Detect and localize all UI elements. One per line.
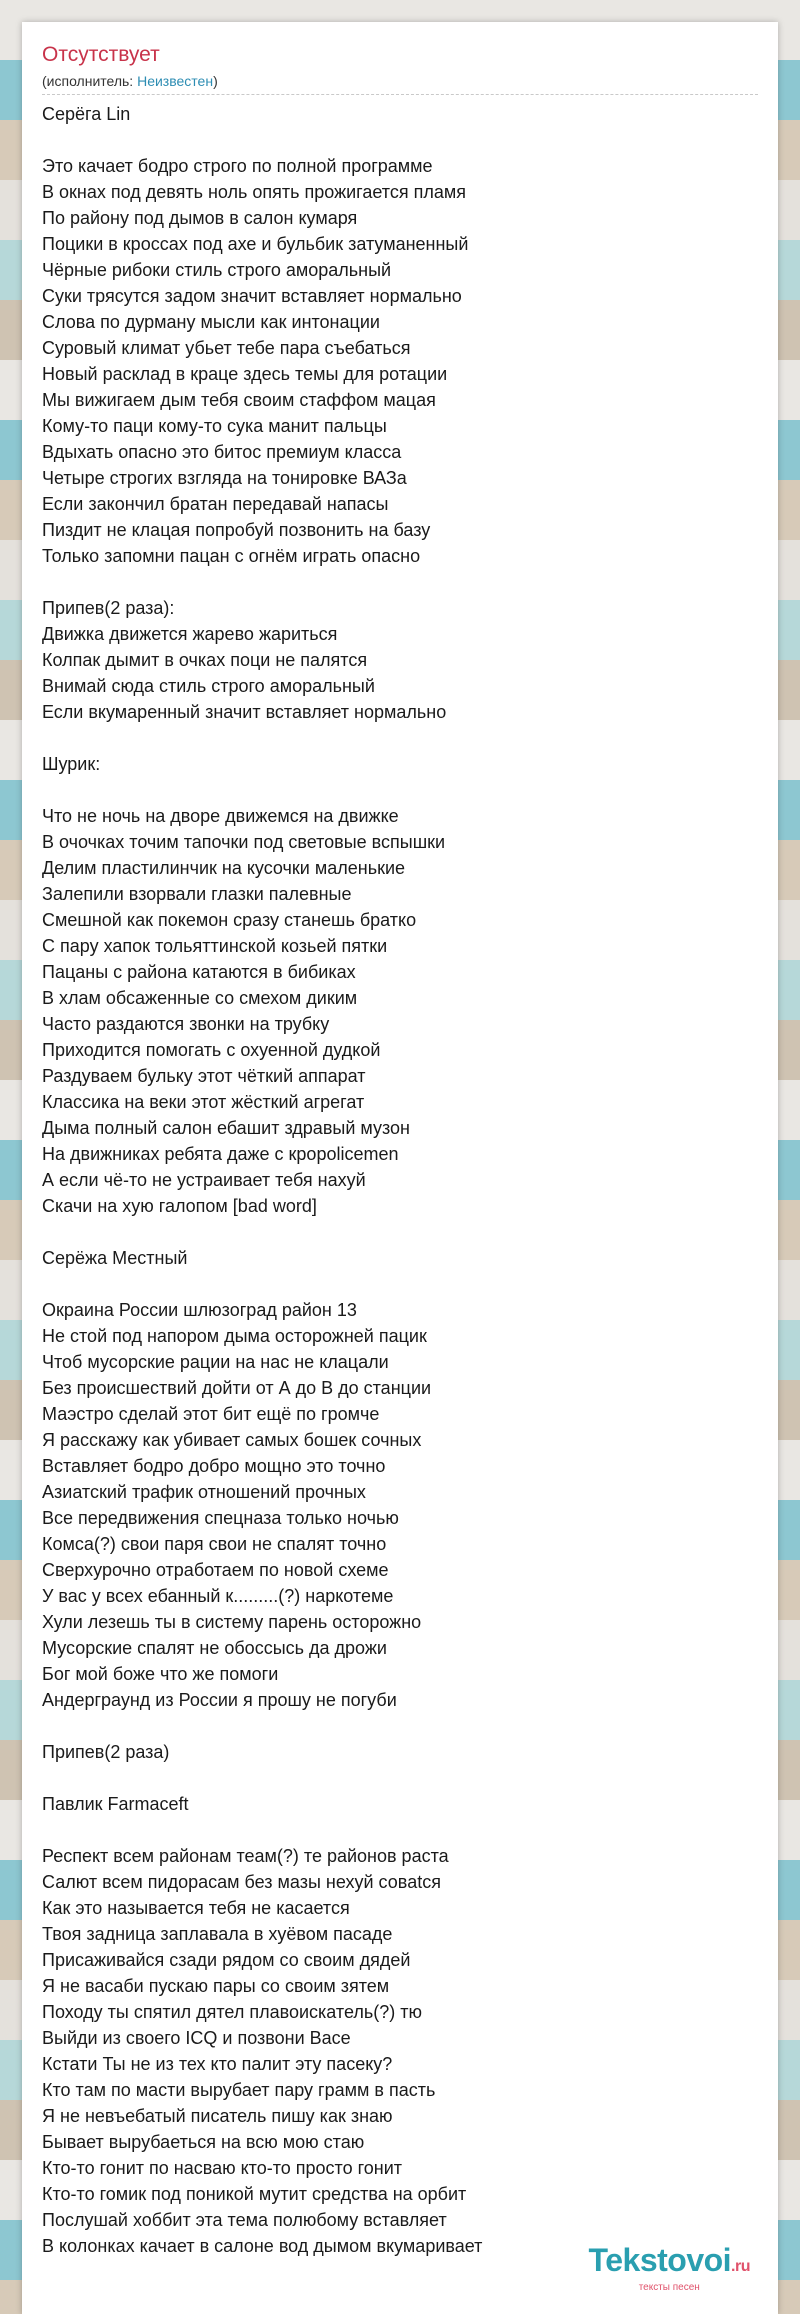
- lyric-line: Выйди из своего ICQ и позвони Васе: [42, 2028, 351, 2048]
- logo-tagline: тексты песен: [638, 2282, 700, 2293]
- lyric-line: Вдыхать опасно это битос премиум класса: [42, 442, 402, 462]
- site-logo[interactable]: [589, 2243, 750, 2294]
- lyric-line: Четыре строгих взгляда на тонировке ВАЗа: [42, 468, 407, 488]
- lyric-line: Я расскажу как убивает самых бошек сочных: [42, 1430, 422, 1450]
- lyric-line: А если чё-то не устраивает тебя нахуй: [42, 1170, 366, 1190]
- lyric-line: В очочках точим тапочки под световые вспышки: [42, 832, 446, 852]
- lyric-line: По району под дымов в салон кумаря: [42, 208, 358, 228]
- lyric-line: Окраина России шлюзоград район 13: [42, 1300, 357, 1320]
- lyric-line: Раздуваем бульку этот чёткий аппарат: [42, 1066, 366, 1086]
- artist-prefix: (исполнитель:: [42, 73, 138, 89]
- lyric-line: Суровый климат убьет тебе пара съебаться: [42, 338, 411, 358]
- logo-wordmark: [589, 2243, 750, 2284]
- lyric-line: Делим пластилинчик на кусочки маленькие: [42, 858, 406, 878]
- lyric-line: Суки трясутся задом значит вставляет нормально: [42, 286, 462, 306]
- lyric-line: Залепили взорвали глазки палевные: [42, 884, 352, 904]
- lyric-line: Походу ты спятил дятел плавоискатель(?) тю: [42, 2002, 423, 2022]
- lyric-line: Комса(?) свои паря свои не спалят точно: [42, 1534, 387, 1554]
- lyric-line: [42, 1713, 758, 1739]
- lyric-line: Кто там по масти вырубает пару грамм в пасть: [42, 2080, 436, 2100]
- lyric-line: Азиатский трафик отношений прочных: [42, 1482, 366, 1502]
- lyric-line: Внимай сюда стиль строго аморальный: [42, 676, 375, 696]
- logo-tld: .ru: [731, 2258, 750, 2275]
- lyric-line: Андерграунд из России я прошу не погуби: [42, 1690, 397, 1710]
- lyric-line: В хлам обсаженные со смехом диким: [42, 988, 358, 1008]
- lyric-line: Новый расклад в краце здесь темы для ротации: [42, 364, 448, 384]
- lyric-line: Кто-то гонит по насваю кто-то просто гонит: [42, 2158, 403, 2178]
- lyric-line: [42, 569, 758, 595]
- lyric-line: Как это называется тебя не касается: [42, 1898, 350, 1918]
- lyric-line: [42, 1765, 758, 1791]
- lyric-line: [42, 127, 758, 153]
- lyric-line: Респект всем районам теам(?) те районов раста: [42, 1846, 449, 1866]
- logo-name: Tekstovoi: [588, 2242, 732, 2278]
- lyric-line: Присаживайся сзади рядом со своим дядей: [42, 1950, 411, 1970]
- lyric-line: Я не васаби пускаю пары со своим зятем: [42, 1976, 390, 1996]
- lyric-line: Без происшествий дойти от А до В до станции: [42, 1378, 432, 1398]
- lyric-line: [42, 725, 758, 751]
- lyric-line: Часто раздаются звонки на трубку: [42, 1014, 330, 1034]
- lyric-line: Бывает вырубаеться на всю мою стаю: [42, 2132, 365, 2152]
- lyric-line: Что не ночь на дворе движемся на движке: [42, 806, 399, 826]
- lyric-line: Бог мой боже что же помоги: [42, 1664, 279, 1684]
- lyric-line: Если закончил братан передавай напасы: [42, 494, 389, 514]
- lyric-line: Хули лезешь ты в систему парень осторожно: [42, 1612, 422, 1632]
- artist-link[interactable]: Неизвестен: [137, 73, 214, 89]
- lyric-line: Пиздит не клацая попробуй позвонить на базу: [42, 520, 431, 540]
- lyric-line: Слова по дурману мысли как интонации: [42, 312, 380, 332]
- lyric-line: Мы вижигаем дым тебя своим стаффом мацая: [42, 390, 436, 410]
- artist-line: [42, 72, 758, 95]
- lyric-line: [42, 1271, 758, 1297]
- lyric-line: На движниках ребята даже с кроpolicemen: [42, 1144, 399, 1164]
- lyric-line: Смешной как покемон сразу станешь братко: [42, 910, 417, 930]
- lyric-line: В окнах под девять ноль опять прожигается пламя: [42, 182, 466, 202]
- lyric-line: Кто-то гомик под поникой мутит средства на орбит: [42, 2184, 467, 2204]
- lyrics-body: [42, 101, 758, 2259]
- lyric-line: Серёга Lin: [42, 104, 131, 124]
- lyric-line: [42, 1817, 758, 1843]
- lyric-line: В колонках качает в салоне вод дымом вкумаривает: [42, 2236, 483, 2256]
- lyric-line: Кстати Ты не из тех кто палит эту пасеку?: [42, 2054, 393, 2074]
- lyric-line: Твоя задница заплавала в хуёвом пасаде: [42, 1924, 393, 1944]
- lyric-line: Я не невъебатый писатель пишу как знаю: [42, 2106, 393, 2126]
- lyric-line: Припев(2 раза): [42, 1742, 170, 1762]
- lyric-line: Поцики в кроссах под ахе и бульбик затуманенный: [42, 234, 469, 254]
- artist-suffix: ): [213, 73, 218, 89]
- lyric-line: Сверхурочно отработаем по новой схеме: [42, 1560, 389, 1580]
- lyric-line: Приходится помогать с охуенной дудкой: [42, 1040, 381, 1060]
- lyric-line: Кому-то паци кому-то сука манит пальцы: [42, 416, 387, 436]
- lyric-line: У вас у всех ебанный к.........(?) наркотеме: [42, 1586, 394, 1606]
- lyric-line: Шурик:: [42, 754, 101, 774]
- lyric-line: Только запомни пацан с огнём играть опасно: [42, 546, 421, 566]
- lyric-line: Павлик Farmaceft: [42, 1794, 189, 1814]
- lyric-line: Послушай хоббит эта тема полюбому вставляет: [42, 2210, 447, 2230]
- lyric-line: Чёрные рибоки стиль строго аморальный: [42, 260, 392, 280]
- lyric-line: Это качает бодро строго по полной программе: [42, 156, 433, 176]
- lyric-line: Салют всем пидорасам без мазы нехуй совatся: [42, 1872, 442, 1892]
- lyric-line: Скачи на хую галопом [bad word]: [42, 1196, 317, 1216]
- lyric-line: Маэстро сделай этот бит ещё по громче: [42, 1404, 380, 1424]
- lyric-line: Если вкумаренный значит вставляет нормально: [42, 702, 447, 722]
- lyric-line: [42, 777, 758, 803]
- lyric-line: Классика на веки этот жёсткий агрегат: [42, 1092, 365, 1112]
- lyric-line: [42, 1219, 758, 1245]
- lyric-line: Колпак дымит в очках поци не палятся: [42, 650, 368, 670]
- lyric-line: Припев(2 раза):: [42, 598, 175, 618]
- lyric-line: Серёжа Местный: [42, 1248, 188, 1268]
- lyrics-card: [22, 22, 778, 2314]
- lyric-line: Движка движется жарево жариться: [42, 624, 338, 644]
- lyric-line: Все передвижения спецназа только ночью: [42, 1508, 399, 1528]
- song-title: Отсутствует: [42, 43, 160, 66]
- lyric-line: Вставляет бодро добро мощно это точно: [42, 1456, 386, 1476]
- lyric-line: Не стой под напором дыма осторожней пацик: [42, 1326, 427, 1346]
- lyric-line: Пацаны с района катаются в бибиках: [42, 962, 356, 982]
- lyric-line: Чтоб мусорские рации на нас не клацали: [42, 1352, 389, 1372]
- lyric-line: Мусорские спалят не обоссысь да дрожи: [42, 1638, 387, 1658]
- lyric-line: С пару хапок тольяттинской козьей пятки: [42, 936, 388, 956]
- lyric-line: Дыма полный салон ебашит здравый музон: [42, 1118, 410, 1138]
